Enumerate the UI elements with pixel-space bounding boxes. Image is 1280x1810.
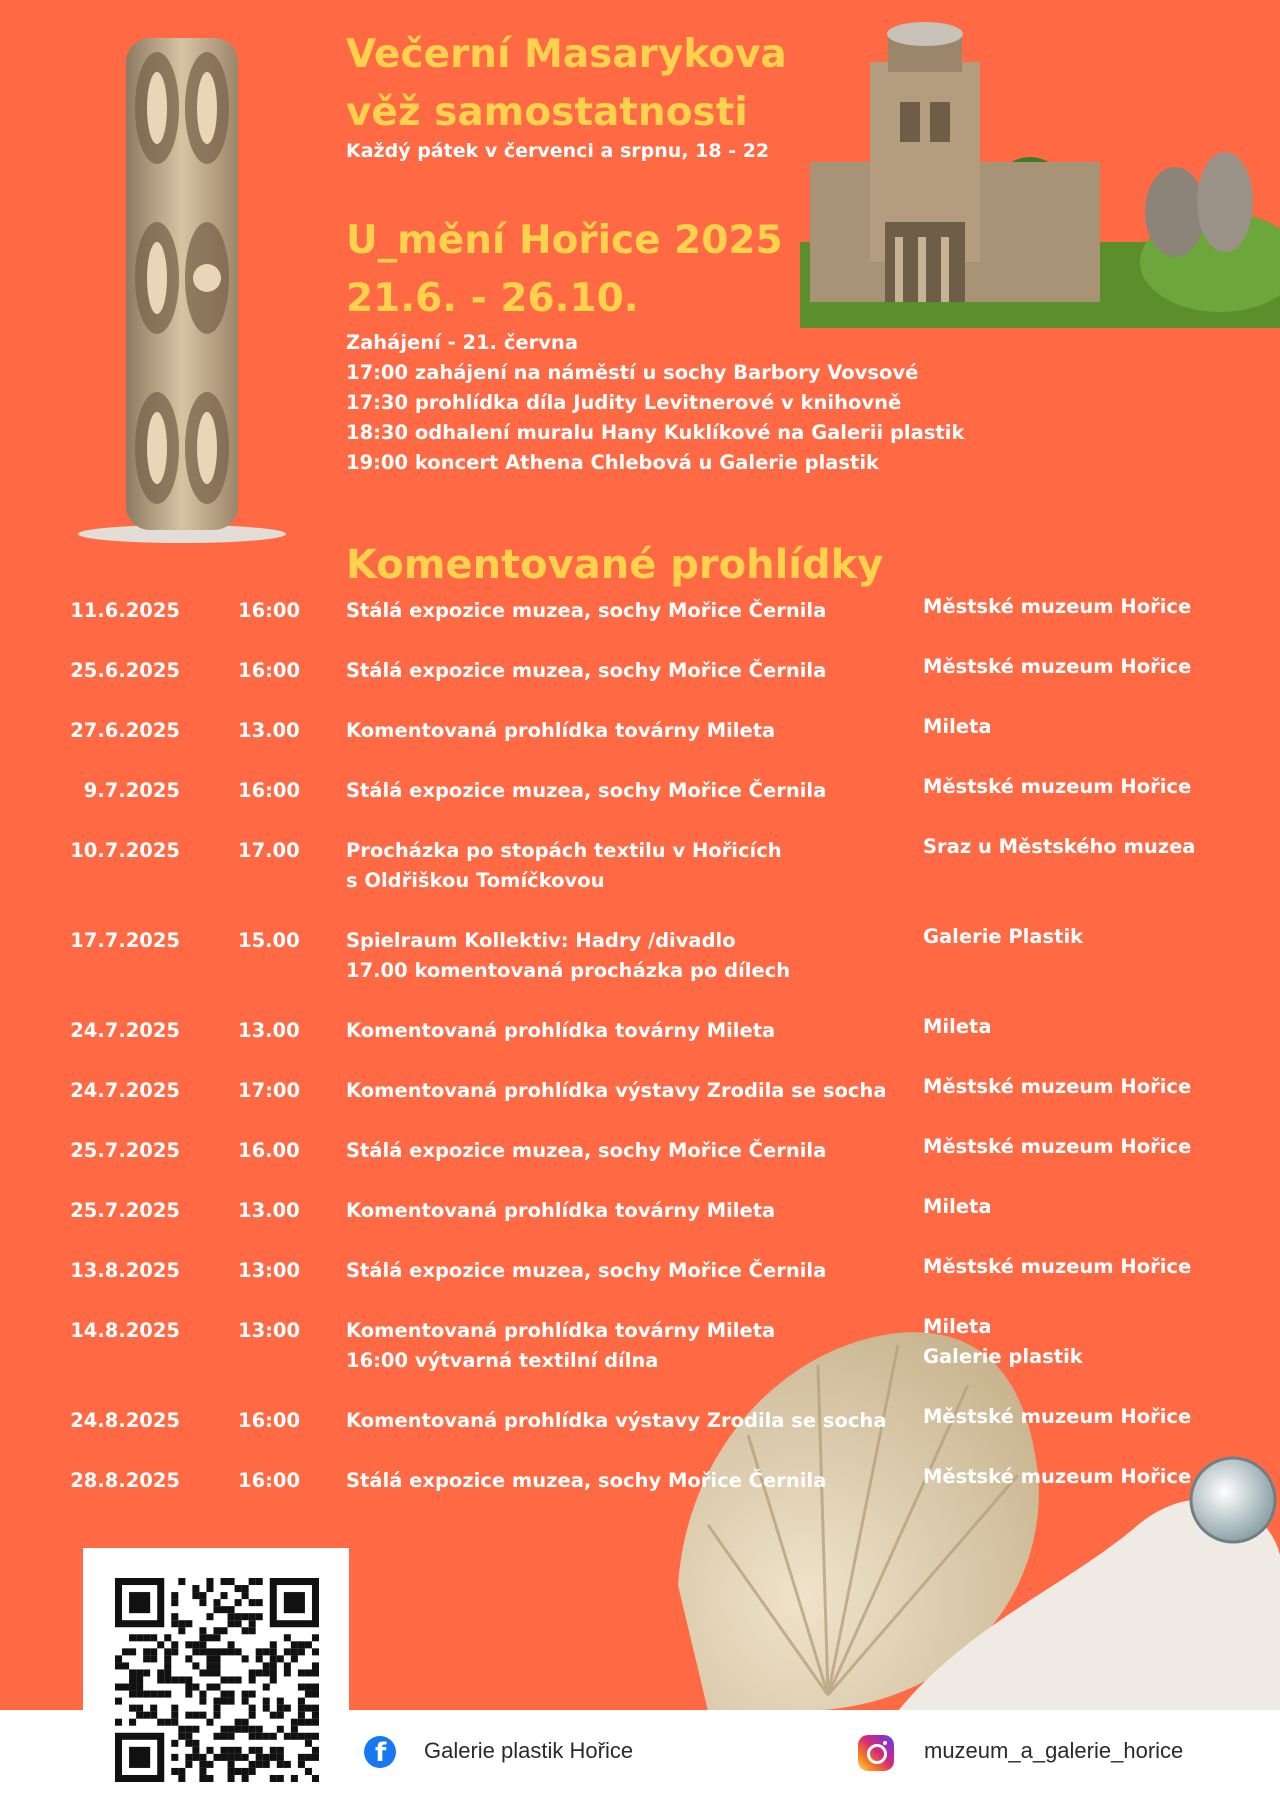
tour-time: 13:00 [238, 1259, 301, 1282]
tour-event [346, 1136, 826, 1166]
tour-event [346, 1466, 826, 1496]
tours-title: Komentované prohlídky [346, 542, 884, 588]
tour-date: 25.6.2025 [70, 659, 180, 682]
tour-event-line: Stálá expozice muzea, sochy Mořice Černila [346, 659, 827, 682]
tour-place-line: Městské muzeum Hořice [923, 1465, 1192, 1488]
tour-place-line: Městské muzeum Hořice [923, 1405, 1192, 1428]
tour-event-line: Komentovaná prohlídka továrny Mileta [346, 1019, 776, 1042]
tour-date: 11.6.2025 [70, 599, 180, 622]
tour-place-line: Městské muzeum Hořice [923, 1255, 1192, 1278]
tour-place-line: Galerie Plastik [923, 925, 1084, 948]
opening-program [346, 328, 964, 478]
tour-date: 25.7.2025 [70, 1199, 180, 1222]
tour-place-line: Mileta [923, 715, 992, 738]
tour-date: 28.8.2025 [70, 1469, 180, 1492]
tour-place [923, 1012, 991, 1042]
masaryk-title-line2: věž samostatnosti [346, 90, 748, 135]
tour-event [346, 776, 826, 806]
tour-place-line: Mileta [923, 1315, 992, 1338]
tour-event-line: Komentovaná prohlídka továrny Mileta [346, 719, 776, 742]
facebook-icon[interactable]: f [364, 1736, 396, 1768]
tour-date: 13.8.2025 [70, 1259, 180, 1282]
tour-event-line: Komentovaná prohlídka továrny Mileta [346, 1199, 776, 1222]
tour-time: 17:00 [238, 1079, 301, 1102]
tour-date: 14.8.2025 [70, 1319, 180, 1342]
tour-place [923, 1132, 1191, 1162]
tour-time: 16:00 [238, 599, 301, 622]
tour-place [923, 592, 1191, 622]
masaryk-tower-image [800, 12, 1280, 328]
tour-place-line: Sraz u Městského muzea [923, 835, 1196, 858]
tour-place-line: Galerie plastik [923, 1345, 1083, 1368]
tour-place-line: Městské muzeum Hořice [923, 1135, 1192, 1158]
tour-place [923, 1072, 1191, 1102]
tour-event [346, 716, 775, 746]
tour-time: 13.00 [238, 1199, 300, 1222]
masaryk-title [346, 26, 806, 142]
qr-code-icon[interactable] [115, 1578, 319, 1782]
opening-line: 17:00 zahájení na náměstí u sochy Barbory Vovsové [346, 361, 919, 384]
tour-place-line: Mileta [923, 1195, 992, 1218]
tour-time: 13.00 [238, 719, 300, 742]
tour-event-line: Stálá expozice muzea, sochy Mořice Černila [346, 599, 827, 622]
opening-line: 17:30 prohlídka díla Judity Levitnerové v knihovně [346, 391, 902, 414]
tour-place [923, 652, 1191, 682]
tour-place [923, 1252, 1191, 1282]
tour-event [346, 1196, 775, 1226]
tour-date: 10.7.2025 [70, 839, 180, 862]
tour-place [923, 1312, 1083, 1372]
tour-place-line: Městské muzeum Hořice [923, 595, 1192, 618]
tour-event-line: Stálá expozice muzea, sochy Mořice Černila [346, 779, 827, 802]
tour-event-line: Stálá expozice muzea, sochy Mořice Černila [346, 1469, 827, 1492]
tour-date: 24.7.2025 [70, 1019, 180, 1042]
tour-place [923, 1192, 991, 1222]
tour-event-line: Komentovaná prohlídka výstavy Zrodila se socha [346, 1079, 887, 1102]
umeni-title-line2: 21.6. - 26.10. [346, 276, 639, 321]
facebook-label[interactable]: Galerie plastik Hořice [424, 1738, 634, 1763]
tour-place [923, 772, 1191, 802]
tour-event [346, 1016, 775, 1046]
tour-date: 9.7.2025 [83, 779, 180, 802]
tour-time: 13:00 [238, 1319, 301, 1342]
carved-column-image [74, 28, 290, 548]
tour-event-line: s Oldřiškou Tomíčkovou [346, 869, 605, 892]
tour-event-line: 16:00 výtvarná textilní dílna [346, 1349, 659, 1372]
qr-code-box [83, 1548, 349, 1810]
masaryk-title-line1: Večerní Masarykova [346, 32, 787, 77]
tour-time: 16:00 [238, 1469, 301, 1492]
tour-event-line: Komentovaná prohlídka továrny Mileta [346, 1319, 776, 1342]
tour-time: 16.00 [238, 1139, 300, 1162]
tour-event-line: Procházka po stopách textilu v Hořicích [346, 839, 782, 862]
tour-event-line: Stálá expozice muzea, sochy Mořice Černila [346, 1139, 827, 1162]
tour-place [923, 922, 1083, 952]
tour-time: 13.00 [238, 1019, 300, 1042]
tour-time: 17.00 [238, 839, 300, 862]
tour-date: 24.8.2025 [70, 1409, 180, 1432]
tour-event-line: 17.00 komentovaná procházka po dílech [346, 959, 791, 982]
masaryk-subtitle: Každý pátek v červenci a srpnu, 18 - 22 [346, 140, 770, 162]
tour-date: 24.7.2025 [70, 1079, 180, 1102]
tour-place-line: Mileta [923, 1015, 992, 1038]
tour-place-line: Městské muzeum Hořice [923, 775, 1192, 798]
tour-event-line: Spielraum Kollektiv: Hadry /divadlo [346, 929, 736, 952]
tour-place [923, 1462, 1191, 1492]
tour-event [346, 1076, 886, 1106]
tour-place-line: Městské muzeum Hořice [923, 655, 1192, 678]
tour-place [923, 1402, 1191, 1432]
shell-sculpture-image [668, 1325, 1280, 1711]
instagram-icon[interactable] [858, 1735, 894, 1771]
umeni-title [346, 212, 806, 328]
tour-event-line: Komentovaná prohlídka výstavy Zrodila se socha [346, 1409, 887, 1432]
opening-line: 19:00 koncert Athena Chlebová u Galerie plastik [346, 451, 880, 474]
tour-place-line: Městské muzeum Hořice [923, 1075, 1192, 1098]
tour-time: 16:00 [238, 659, 301, 682]
tour-event [346, 1316, 775, 1376]
opening-line: Zahájení - 21. června [346, 331, 578, 354]
umeni-title-line1: U_mění Hořice 2025 [346, 218, 783, 263]
tour-date: 17.7.2025 [70, 929, 180, 952]
tour-place [923, 832, 1195, 862]
tour-place [923, 712, 991, 742]
tour-event [346, 836, 782, 896]
tour-time: 15.00 [238, 929, 300, 952]
tour-event [346, 656, 826, 686]
tour-time: 16:00 [238, 1409, 301, 1432]
tour-time: 16:00 [238, 779, 301, 802]
tour-date: 25.7.2025 [70, 1139, 180, 1162]
tour-event [346, 596, 826, 626]
tour-event [346, 1406, 886, 1436]
tour-event [346, 1256, 826, 1286]
opening-line: 18:30 odhalení muralu Hany Kuklíkové na Galerii plastik [346, 421, 965, 444]
tour-date: 27.6.2025 [70, 719, 180, 742]
instagram-label[interactable]: muzeum_a_galerie_horice [924, 1738, 1184, 1763]
tour-event [346, 926, 790, 986]
tour-event-line: Stálá expozice muzea, sochy Mořice Černila [346, 1259, 827, 1282]
